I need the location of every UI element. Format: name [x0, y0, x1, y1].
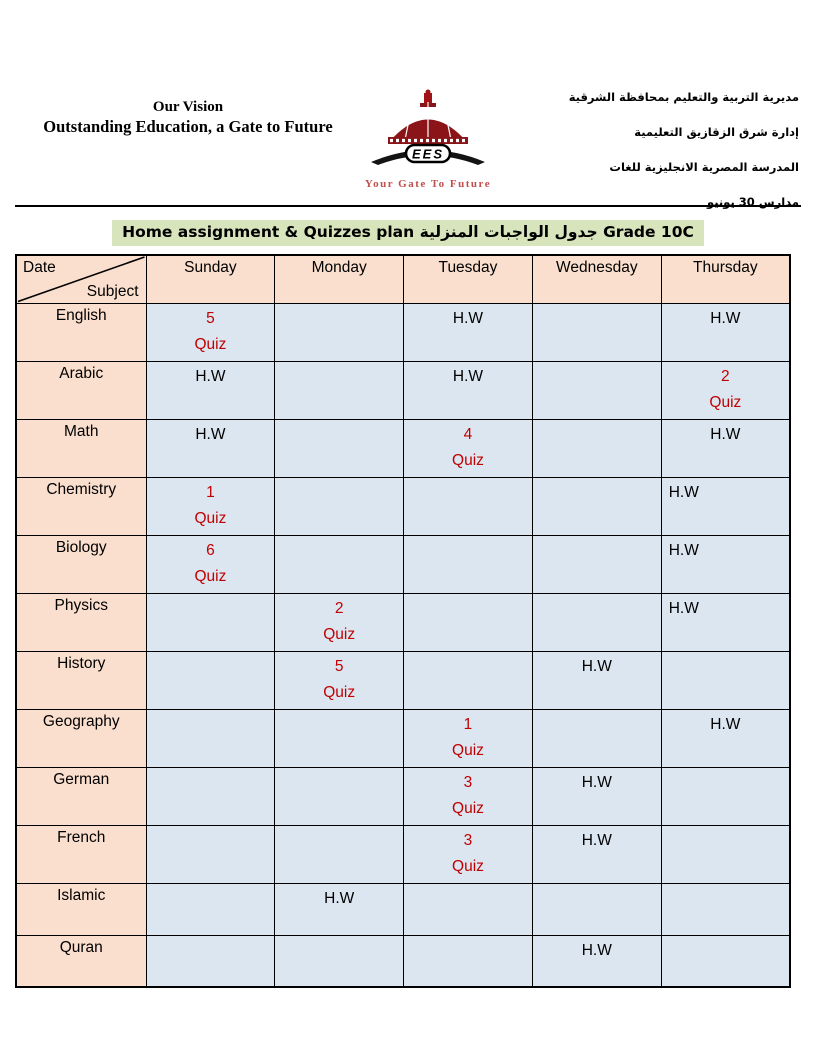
- subject-label-chemistry: Chemistry: [16, 477, 146, 535]
- homework-label: H.W: [195, 425, 226, 443]
- day-header-monday: Monday: [275, 255, 404, 303]
- history-wednesday-cell: [532, 651, 661, 709]
- english-wednesday-cell: [532, 303, 661, 361]
- quiz-number: 1: [206, 483, 215, 501]
- subject-label-islamic: Islamic: [16, 883, 146, 935]
- arabic-line-administration: إدارة شرق الزقازيق التعليمية: [634, 125, 799, 139]
- history-sunday-cell: [146, 651, 275, 709]
- day-header-wednesday: Wednesday: [532, 255, 661, 303]
- biology-thursday-cell: [661, 535, 790, 593]
- math-wednesday-cell: [532, 419, 661, 477]
- geography-monday-cell: [275, 709, 404, 767]
- ees-dome-icon: [365, 88, 491, 176]
- islamic-tuesday-cell: [404, 883, 533, 935]
- subject-row-quran: [16, 935, 790, 987]
- homework-label: H.W: [710, 715, 741, 733]
- quiz-label: Quiz: [194, 335, 227, 353]
- quiz-number: 1: [463, 715, 473, 733]
- english-sunday-cell: [146, 303, 275, 361]
- quiz-number: 3: [463, 831, 473, 849]
- quran-wednesday-cell: [532, 935, 661, 987]
- homework-label: H.W: [581, 941, 612, 959]
- vision-title: Our Vision: [152, 99, 224, 115]
- arabic-sunday-cell: [146, 361, 275, 419]
- english-thursday-cell: [661, 303, 790, 361]
- homework-label: H.W: [195, 367, 226, 385]
- french-monday-cell: [275, 825, 404, 883]
- chemistry-tuesday-cell: [404, 477, 533, 535]
- subject-label-biology: Biology: [16, 535, 146, 593]
- subject-label-math: Math: [16, 419, 146, 477]
- quiz-number: 6: [206, 541, 215, 559]
- subject-row-islamic: [16, 883, 790, 935]
- homework-label: H.W: [581, 773, 612, 791]
- subject-label-geography: Geography: [16, 709, 146, 767]
- homework-label: H.W: [668, 483, 699, 501]
- subject-row-german: [16, 767, 790, 825]
- french-thursday-cell: [661, 825, 790, 883]
- quran-monday-cell: [275, 935, 404, 987]
- biology-tuesday-cell: [404, 535, 533, 593]
- subject-row-physics: [16, 593, 790, 651]
- arabic-line-schools-group: مدارس 30 يونيو: [707, 195, 799, 209]
- physics-sunday-cell: [146, 593, 275, 651]
- quran-tuesday-cell: [404, 935, 533, 987]
- subject-row-biology: [16, 535, 790, 593]
- chemistry-thursday-cell: [661, 477, 790, 535]
- quran-sunday-cell: [146, 935, 275, 987]
- quiz-label: Quiz: [323, 683, 356, 701]
- german-sunday-cell: [146, 767, 275, 825]
- subject-label-german: German: [16, 767, 146, 825]
- islamic-thursday-cell: [661, 883, 790, 935]
- geography-sunday-cell: [146, 709, 275, 767]
- arabic-line-directorate: مديرية التربية والتعليم بمحافظة الشرقية: [568, 90, 799, 104]
- german-monday-cell: [275, 767, 404, 825]
- corner-label-subject: Subject: [86, 282, 139, 300]
- arabic-line-school: المدرسة المصرية الانجليزية للغات: [609, 160, 799, 174]
- subject-row-math: [16, 419, 790, 477]
- homework-label: H.W: [452, 367, 484, 385]
- subject-label-quran: Quran: [16, 935, 146, 987]
- vision-block: [23, 98, 353, 137]
- physics-wednesday-cell: [532, 593, 661, 651]
- subject-row-history: [16, 651, 790, 709]
- biology-wednesday-cell: [532, 535, 661, 593]
- day-header-thursday: Thursday: [661, 255, 790, 303]
- day-header-tuesday: Tuesday: [404, 255, 533, 303]
- schedule-table: [15, 254, 791, 988]
- islamic-wednesday-cell: [532, 883, 661, 935]
- quiz-label: Quiz: [452, 451, 484, 469]
- corner-label-date: Date: [23, 259, 56, 276]
- subject-label-english: English: [16, 303, 146, 361]
- logo-acronym: EES: [411, 146, 445, 162]
- arabic-header-block: [569, 80, 799, 220]
- chemistry-wednesday-cell: [532, 477, 661, 535]
- quiz-label: Quiz: [452, 799, 484, 817]
- islamic-sunday-cell: [146, 883, 275, 935]
- homework-label: H.W: [581, 657, 612, 675]
- quiz-number: 2: [334, 599, 344, 617]
- quiz-number: 2: [721, 367, 730, 385]
- french-tuesday-cell: [404, 825, 533, 883]
- homework-label: H.W: [710, 309, 741, 327]
- subject-label-history: History: [16, 651, 146, 709]
- corner-cell: [16, 255, 146, 303]
- french-sunday-cell: [146, 825, 275, 883]
- quiz-number: 5: [206, 309, 215, 327]
- day-header-sunday: Sunday: [146, 255, 275, 303]
- homework-label: H.W: [324, 889, 355, 907]
- table-header-row: [16, 255, 790, 303]
- homework-label: H.W: [581, 831, 612, 849]
- physics-tuesday-cell: [404, 593, 533, 651]
- quran-thursday-cell: [661, 935, 790, 987]
- french-wednesday-cell: [532, 825, 661, 883]
- subject-label-arabic: Arabic: [16, 361, 146, 419]
- subject-row-english: [16, 303, 790, 361]
- german-thursday-cell: [661, 767, 790, 825]
- biology-monday-cell: [275, 535, 404, 593]
- subject-label-physics: Physics: [16, 593, 146, 651]
- history-monday-cell: [275, 651, 404, 709]
- geography-tuesday-cell: [404, 709, 533, 767]
- islamic-monday-cell: [275, 883, 404, 935]
- geography-wednesday-cell: [532, 709, 661, 767]
- history-thursday-cell: [661, 651, 790, 709]
- geography-thursday-cell: [661, 709, 790, 767]
- history-tuesday-cell: [404, 651, 533, 709]
- german-tuesday-cell: [404, 767, 533, 825]
- math-tuesday-cell: [404, 419, 533, 477]
- quiz-label: Quiz: [452, 857, 484, 875]
- subject-label-french: French: [16, 825, 146, 883]
- quiz-label: Quiz: [709, 393, 742, 411]
- quiz-label: Quiz: [194, 567, 227, 585]
- quiz-number: 5: [334, 657, 344, 675]
- homework-label: H.W: [710, 425, 741, 443]
- physics-monday-cell: [275, 593, 404, 651]
- german-wednesday-cell: [532, 767, 661, 825]
- logo-tagline: Your Gate To Future: [364, 178, 492, 190]
- quiz-label: Quiz: [452, 741, 484, 759]
- title-row: [15, 220, 801, 246]
- math-monday-cell: [275, 419, 404, 477]
- document-header: [15, 0, 801, 207]
- subject-row-chemistry: [16, 477, 790, 535]
- english-monday-cell: [275, 303, 404, 361]
- arabic-tuesday-cell: [404, 361, 533, 419]
- homework-label: H.W: [452, 309, 484, 327]
- vision-subtitle: Outstanding Education, a Gate to Future: [43, 116, 333, 136]
- subject-row-french: [16, 825, 790, 883]
- quiz-number: 4: [463, 425, 473, 443]
- chemistry-sunday-cell: [146, 477, 275, 535]
- page-title: Home assignment & Quizzes plan جدول الواجبات المنزلية Grade 10C: [112, 220, 704, 246]
- math-thursday-cell: [661, 419, 790, 477]
- subject-row-geography: [16, 709, 790, 767]
- arabic-wednesday-cell: [532, 361, 661, 419]
- math-sunday-cell: [146, 419, 275, 477]
- homework-label: H.W: [668, 599, 699, 617]
- homework-label: H.W: [668, 541, 699, 559]
- arabic-thursday-cell: [661, 361, 790, 419]
- quiz-label: Quiz: [323, 625, 356, 643]
- chemistry-monday-cell: [275, 477, 404, 535]
- school-logo: [353, 88, 503, 190]
- quiz-number: 3: [463, 773, 473, 791]
- biology-sunday-cell: [146, 535, 275, 593]
- arabic-monday-cell: [275, 361, 404, 419]
- quiz-label: Quiz: [194, 509, 227, 527]
- subject-row-arabic: [16, 361, 790, 419]
- physics-thursday-cell: [661, 593, 790, 651]
- english-tuesday-cell: [404, 303, 533, 361]
